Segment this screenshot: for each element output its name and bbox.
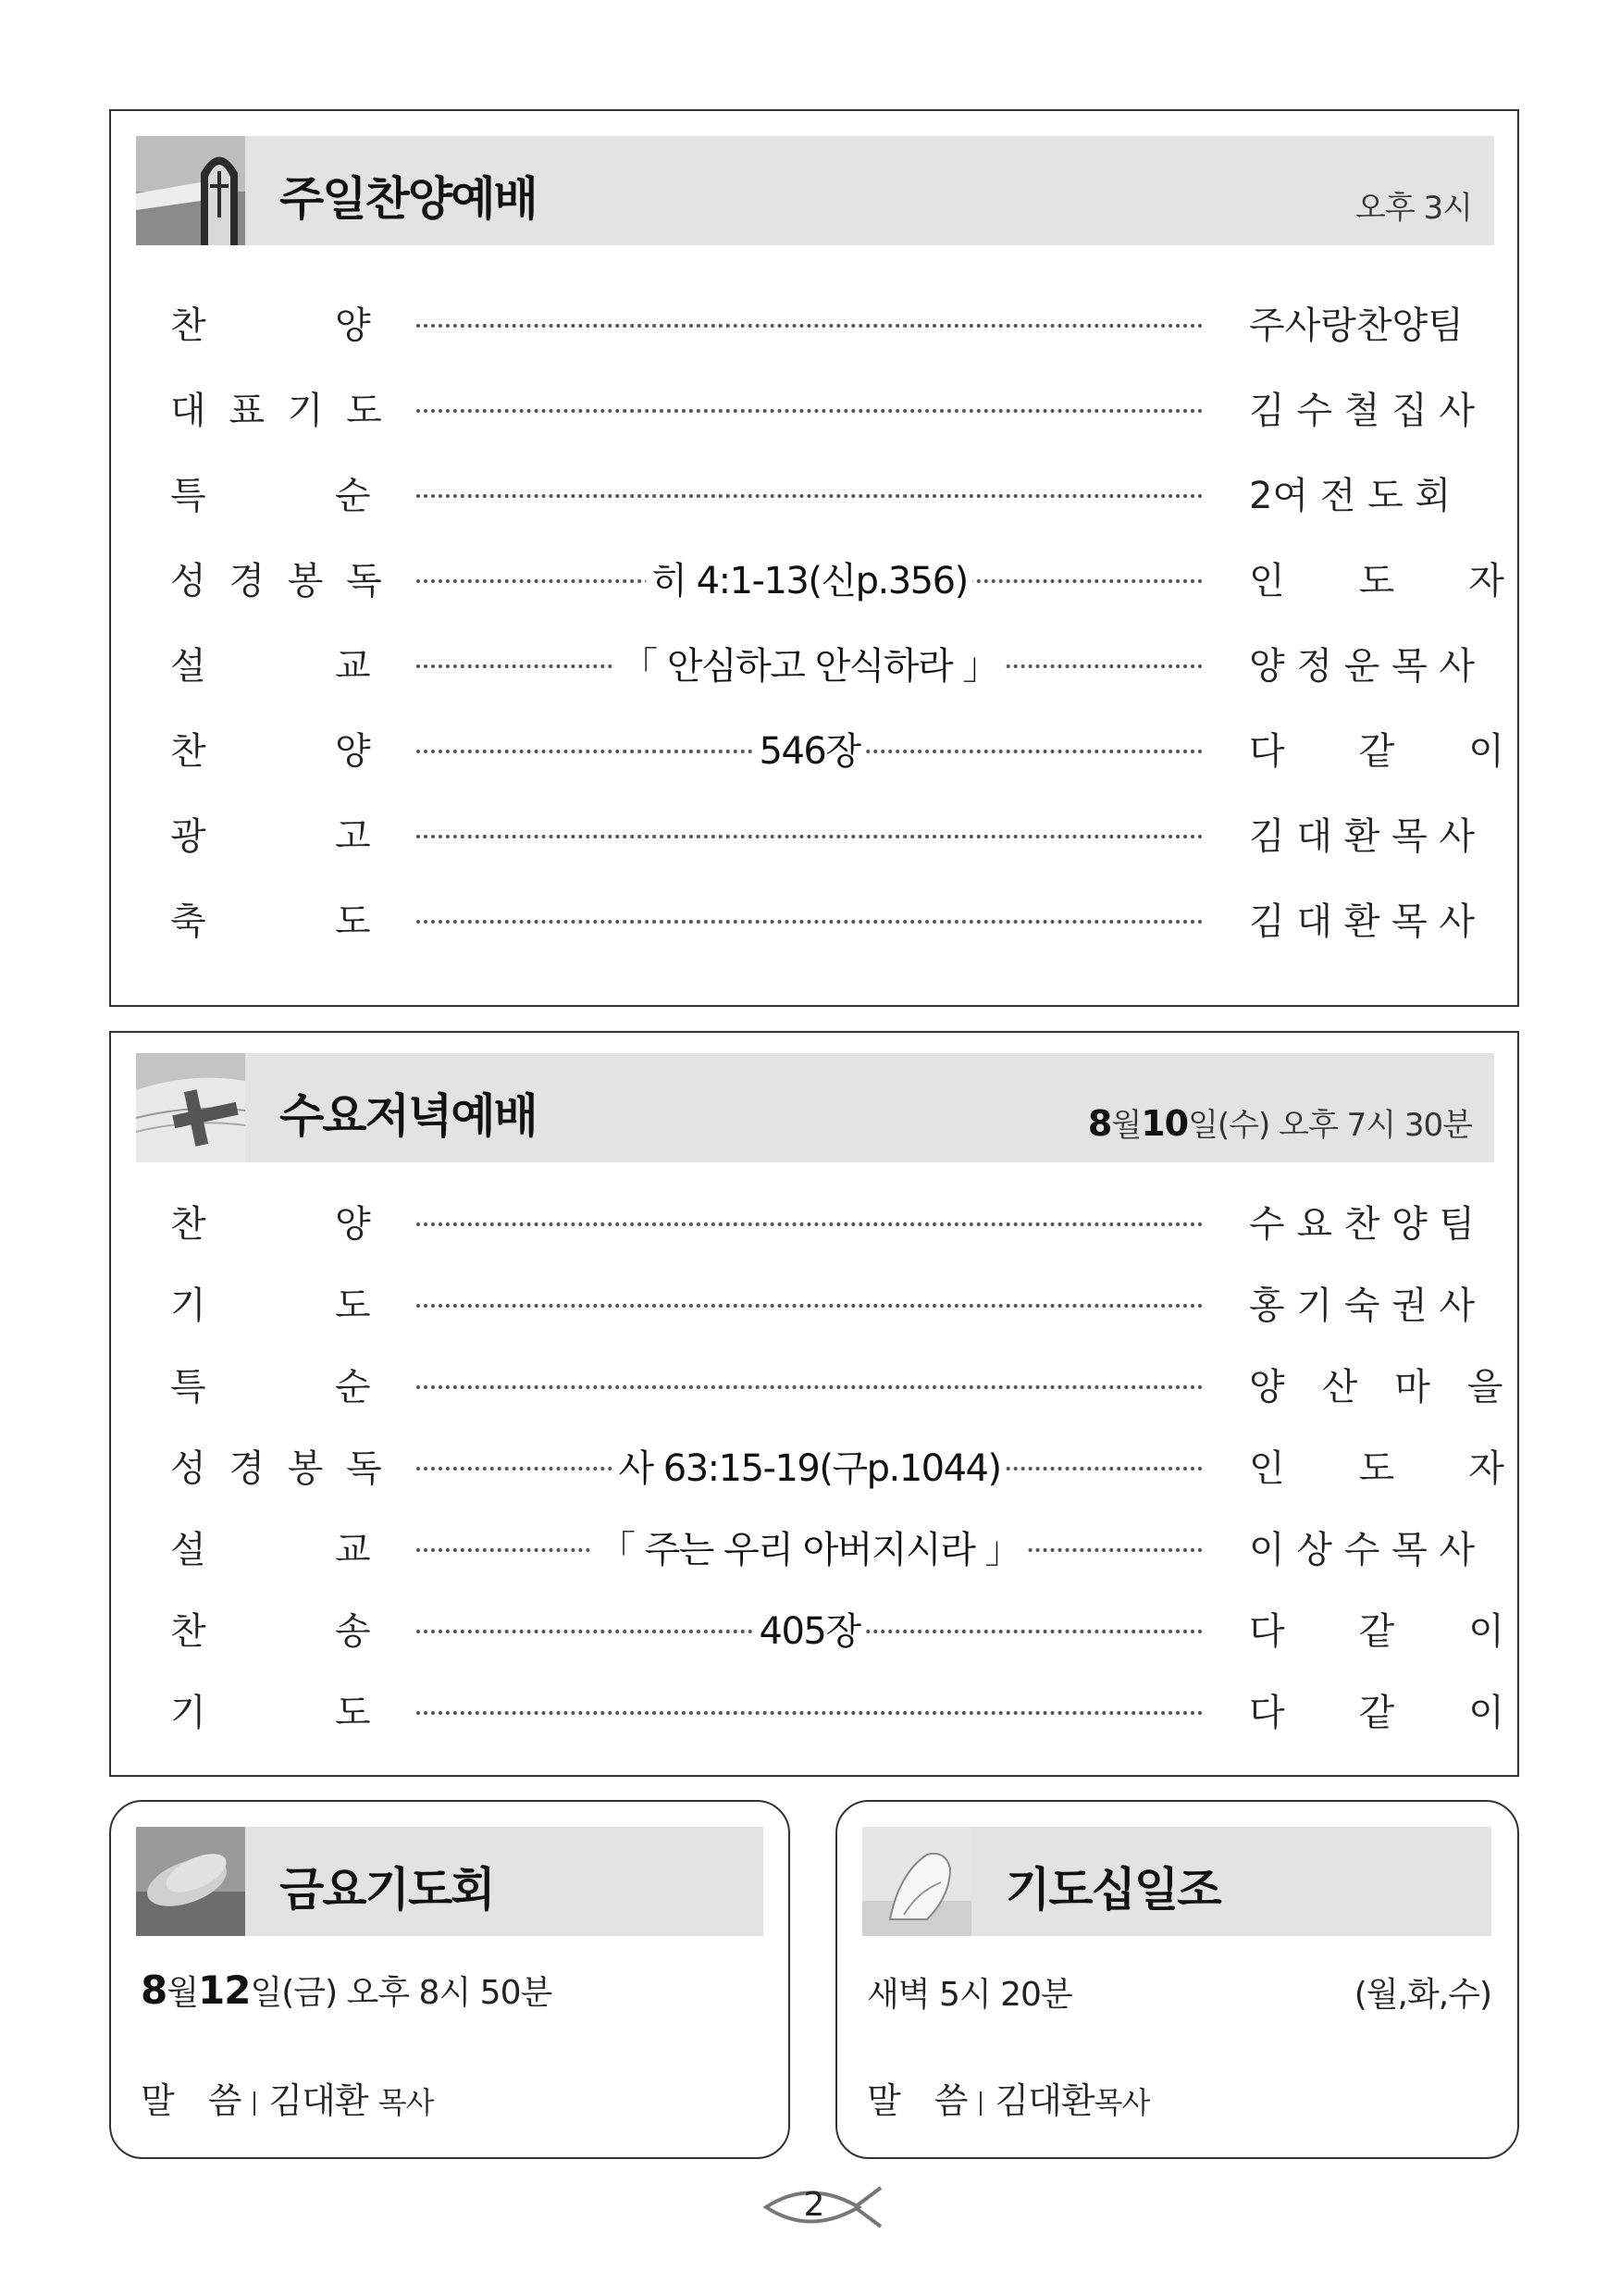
program-row xyxy=(111,466,1517,522)
bible-cross-image xyxy=(136,1053,245,1162)
tithe-title: 기도십일조 xyxy=(1006,1863,1220,1917)
program-row xyxy=(111,1276,1517,1332)
page-number-badge xyxy=(759,2177,888,2238)
item-content: 405장 xyxy=(754,1602,866,1655)
tithe-header xyxy=(862,1827,1491,1936)
program-row xyxy=(111,1439,1517,1495)
dotted-leader xyxy=(416,835,1203,838)
program-row xyxy=(111,807,1517,863)
item-label: 성 경 봉 독 xyxy=(170,560,388,602)
folded-hands-image xyxy=(862,1827,971,1936)
item-label-last: 양 xyxy=(335,304,371,347)
tithe-time: 새벽 5시 20분 xyxy=(867,1976,1072,2014)
friday-word-label: 말 씀 xyxy=(141,2080,241,2121)
friday-month: 8 xyxy=(141,1967,167,2013)
friday-preacher-title: 목사 xyxy=(377,2085,434,2120)
item-label-first: 광 xyxy=(170,815,206,858)
item-label-first: 특 xyxy=(170,475,206,517)
item-leader: 양 산 마 을 xyxy=(1249,1366,1503,1409)
wednesday-month-unit: 월 xyxy=(1111,1107,1142,1144)
item-leader: 수 요 찬 양 팀 xyxy=(1249,1203,1476,1246)
item-content: 「 안심하고 안식하라 」 xyxy=(615,637,1004,689)
item-label: 대 표 기 도 xyxy=(170,390,388,432)
item-label-last: 송 xyxy=(335,1610,371,1653)
dotted-leader xyxy=(416,1385,1203,1389)
wednesday-month: 8 xyxy=(1087,1103,1112,1144)
wednesday-day: 10 xyxy=(1141,1103,1189,1144)
program-row xyxy=(111,637,1517,692)
prayer-tithe-box xyxy=(835,1800,1519,2159)
wednesday-header xyxy=(136,1053,1494,1162)
item-leader: 다 같 이 xyxy=(1249,1610,1504,1653)
item-label-last: 순 xyxy=(335,475,371,517)
friday-header xyxy=(136,1827,763,1936)
item-label-last: 도 xyxy=(335,1285,371,1327)
friday-time-rest: 일(금) 오후 8시 50분 xyxy=(250,1974,552,2012)
item-label-first: 특 xyxy=(170,1366,206,1409)
item-leader: 2여 전 도 회 xyxy=(1249,475,1452,517)
item-leader: 김 대 환 목 사 xyxy=(1249,900,1476,943)
item-leader: 주사랑찬양팀 xyxy=(1249,304,1464,347)
separator xyxy=(980,2091,982,2116)
page-number: 2 xyxy=(803,2186,825,2224)
item-label-last: 교 xyxy=(335,645,371,688)
item-label-first: 찬 xyxy=(170,1610,206,1653)
tithe-preacher: 김대환 xyxy=(995,2080,1094,2121)
friday-title: 금요기도회 xyxy=(279,1863,494,1917)
item-label-first: 축 xyxy=(170,900,206,943)
dotted-leader xyxy=(416,494,1203,498)
item-label-first: 찬 xyxy=(170,304,206,347)
tithe-word-label: 말 씀 xyxy=(867,2080,968,2121)
item-label-first: 설 xyxy=(170,1529,206,1571)
item-leader: 양 정 운 목 사 xyxy=(1249,645,1476,688)
friday-preacher-line xyxy=(141,2072,433,2123)
program-row xyxy=(111,552,1517,607)
item-label-last: 도 xyxy=(335,1692,371,1734)
item-label: 성 경 봉 독 xyxy=(170,1447,388,1490)
item-content: 히 4:1-13(신p.356) xyxy=(646,552,972,604)
item-leader: 다 같 이 xyxy=(1249,730,1504,773)
item-label-last: 고 xyxy=(335,815,371,858)
item-label-first: 기 xyxy=(170,1692,206,1734)
friday-time xyxy=(141,1967,551,2014)
tithe-days: (월,화,수) xyxy=(1354,1976,1491,2014)
sunday-title: 주일찬양예배 xyxy=(279,172,537,226)
tithe-preacher-title: 목사 xyxy=(1094,2085,1150,2120)
item-label-first: 찬 xyxy=(170,1203,206,1246)
item-leader: 김 수 철 집 사 xyxy=(1249,390,1476,432)
dotted-leader xyxy=(416,324,1203,328)
program-row xyxy=(111,381,1517,437)
program-row xyxy=(111,1602,1517,1657)
friday-prayer-box xyxy=(109,1800,790,2159)
program-row xyxy=(111,892,1517,948)
program-row xyxy=(111,1195,1517,1250)
wednesday-time-rest: 일(수) 오후 7시 30분 xyxy=(1188,1107,1472,1144)
dotted-leader xyxy=(416,1304,1203,1308)
dotted-leader xyxy=(416,920,1203,924)
dotted-leader xyxy=(416,1222,1203,1226)
church-window-image xyxy=(136,136,245,245)
program-row xyxy=(111,1358,1517,1413)
item-label-first: 설 xyxy=(170,645,206,688)
sunday-time: 오후 3시 xyxy=(1355,190,1472,227)
program-row xyxy=(111,1520,1517,1576)
dotted-leader xyxy=(416,409,1203,413)
item-leader: 인 도 자 xyxy=(1249,1447,1504,1490)
sunday-header xyxy=(136,136,1494,245)
item-label-first: 기 xyxy=(170,1285,206,1327)
item-leader: 인 도 자 xyxy=(1249,560,1504,602)
item-label-first: 찬 xyxy=(170,730,206,773)
tithe-preacher-line xyxy=(867,2072,1149,2123)
item-content: 546장 xyxy=(754,722,866,775)
program-row xyxy=(111,1683,1517,1739)
friday-preacher: 김대환 xyxy=(268,2080,368,2121)
program-row xyxy=(111,296,1517,352)
item-leader: 다 같 이 xyxy=(1249,1692,1504,1734)
sunday-service-box xyxy=(109,109,1519,1007)
item-leader: 김 대 환 목 사 xyxy=(1249,815,1476,858)
item-label-last: 순 xyxy=(335,1366,371,1409)
item-label-last: 양 xyxy=(335,730,371,773)
item-label-last: 도 xyxy=(335,900,371,943)
wednesday-time xyxy=(1088,1099,1472,1145)
friday-day: 12 xyxy=(198,1967,251,2013)
separator xyxy=(254,2091,255,2116)
item-content: 「 주는 우리 아버지시라 」 xyxy=(593,1520,1026,1573)
praying-hands-image xyxy=(136,1827,245,1936)
wednesday-service-box xyxy=(109,1031,1519,1777)
item-leader: 홍 기 숙 권 사 xyxy=(1249,1285,1476,1327)
item-content: 사 63:15-19(구p.1044) xyxy=(612,1439,1006,1492)
program-row xyxy=(111,722,1517,777)
wednesday-title: 수요저녁예배 xyxy=(279,1089,537,1143)
item-label-last: 교 xyxy=(335,1529,371,1571)
item-label-last: 양 xyxy=(335,1203,371,1246)
item-leader: 이 상 수 목 사 xyxy=(1249,1529,1476,1571)
dotted-leader xyxy=(416,1711,1203,1715)
friday-month-unit: 월 xyxy=(167,1974,199,2012)
